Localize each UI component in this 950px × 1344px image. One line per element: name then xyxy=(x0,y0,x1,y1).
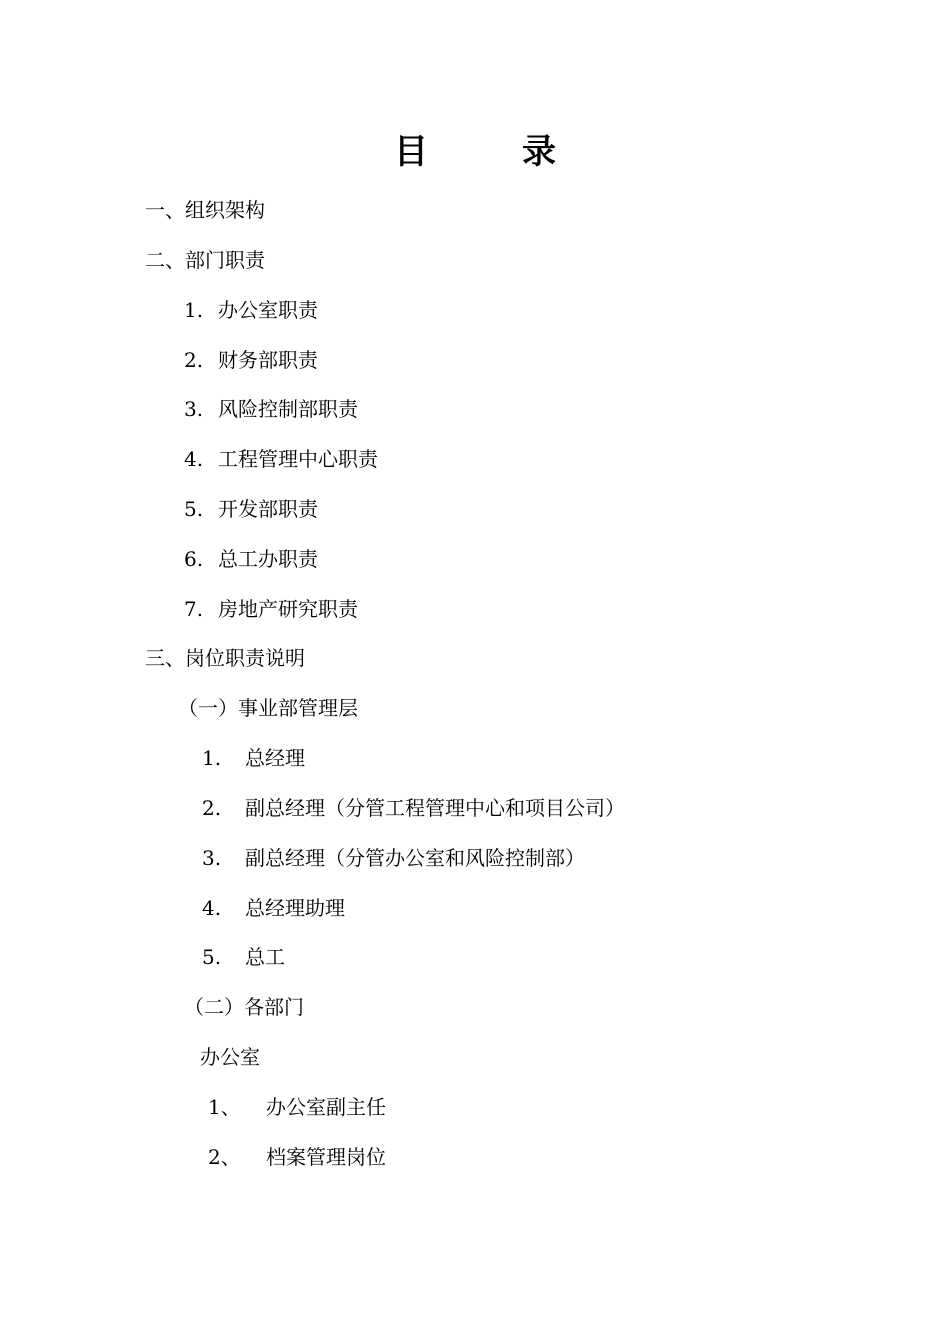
item-text: 办公室职责 xyxy=(218,298,318,322)
item-text: 总经理 xyxy=(245,746,305,770)
item-number: 7. xyxy=(184,597,204,621)
item-number: 5. xyxy=(202,945,222,969)
item-number: 4. xyxy=(184,447,204,471)
item-number: 1、 xyxy=(208,1095,241,1119)
toc-item-engineering-duties xyxy=(184,444,378,474)
subsection-management: （一）事业部管理层 xyxy=(178,696,358,720)
item-text: 财务部职责 xyxy=(218,348,318,372)
item-number: 4. xyxy=(202,896,222,920)
item-number: 3. xyxy=(202,846,222,870)
toc-item-general-manager xyxy=(202,743,305,773)
item-number: 5. xyxy=(184,497,204,521)
section-position-duties: 三、岗位职责说明 xyxy=(145,646,305,670)
item-number: 3. xyxy=(184,397,204,421)
office-heading: 办公室 xyxy=(200,1045,260,1069)
toc-item-deputy-gm-office xyxy=(202,843,585,873)
item-text: 副总经理（分管办公室和风险控制部） xyxy=(245,846,585,870)
toc-item-research-duties xyxy=(184,594,358,624)
section-org-structure: 一、组织架构 xyxy=(145,198,265,222)
item-text: 房地产研究职责 xyxy=(218,597,358,621)
item-text: 总工 xyxy=(245,945,285,969)
item-text: 开发部职责 xyxy=(218,497,318,521)
item-text: 总经理助理 xyxy=(245,896,345,920)
item-text: 副总经理（分管工程管理中心和项目公司） xyxy=(245,796,625,820)
toc-item-archive-management xyxy=(208,1142,386,1172)
item-number: 6. xyxy=(184,547,204,571)
item-number: 1. xyxy=(184,298,204,322)
toc-item-finance-duties xyxy=(184,345,318,375)
item-number: 2. xyxy=(184,348,204,372)
item-number: 1. xyxy=(202,746,222,770)
item-text: 档案管理岗位 xyxy=(266,1145,386,1169)
subsection-departments: （二）各部门 xyxy=(184,995,304,1019)
item-number: 2. xyxy=(202,796,222,820)
toc-item-office-duties xyxy=(184,295,318,325)
item-text: 总工办职责 xyxy=(218,547,318,571)
toc-title: 目 录 xyxy=(394,132,586,172)
item-text: 办公室副主任 xyxy=(266,1095,386,1119)
section-dept-duties: 二、部门职责 xyxy=(145,248,265,272)
item-text: 工程管理中心职责 xyxy=(218,447,378,471)
toc-item-gm-assistant xyxy=(202,893,345,923)
toc-item-risk-duties xyxy=(184,394,358,424)
item-text: 风险控制部职责 xyxy=(218,397,358,421)
toc-item-chief-engineer xyxy=(202,942,285,972)
toc-item-development-duties xyxy=(184,494,318,524)
item-number: 2、 xyxy=(208,1145,241,1169)
toc-item-deputy-gm-engineering xyxy=(202,793,625,823)
toc-item-office-deputy-director xyxy=(208,1092,386,1122)
toc-item-chief-engineer-duties xyxy=(184,544,318,574)
